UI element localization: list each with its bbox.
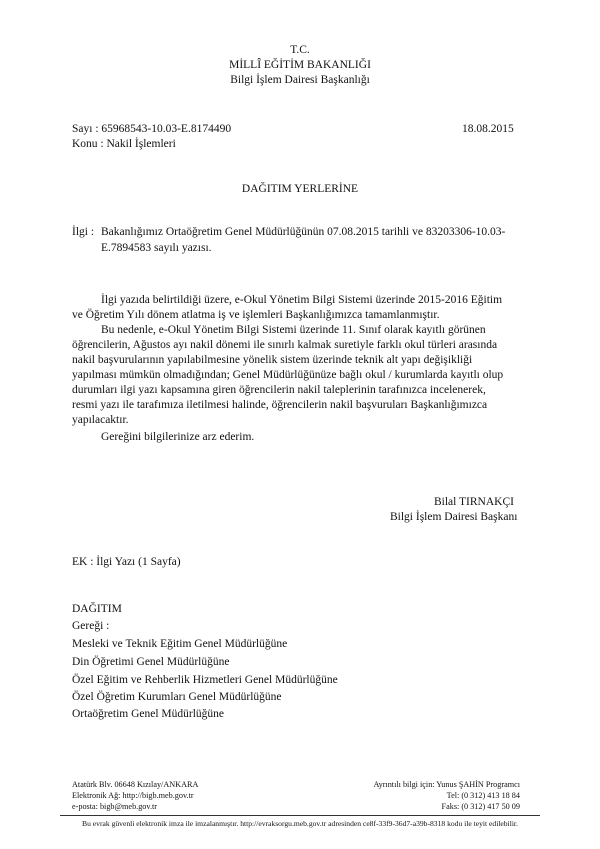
distribution-item: Özel Öğretim Kurumları Genel Müdürlüğüne bbox=[72, 691, 282, 703]
body-p2-line-4: yapılması mümkün olmadığından; Genel Müdürlüğünüze bağlı okul / kurumlarda kayıtlı olup bbox=[72, 369, 504, 381]
header-tc: T.C. bbox=[290, 44, 310, 56]
body-p1-line-2: ve Öğretim Yılı dönem atlatma iş ve işlemleri Başkanlığımızca tamamlanmıştır. bbox=[72, 309, 440, 321]
reference-label: İlgi : bbox=[72, 226, 95, 238]
distribution-sub: Gereği : bbox=[72, 620, 110, 632]
distribution-item: Din Öğretimi Genel Müdürlüğüne bbox=[72, 656, 230, 668]
footer-divider bbox=[60, 815, 540, 816]
distribution-item: Mesleki ve Teknik Eğitim Genel Müdürlüğüne bbox=[72, 638, 288, 650]
document-subject: Konu : Nakil İşlemleri bbox=[72, 138, 176, 150]
body-p2-line-7: yapılacaktır. bbox=[72, 414, 129, 426]
verification-note: Bu evrak güvenli elektronik imza ile imzalanmıştır. http://evraksorgu.meb.gov.tr adresinden ce8f-33f9-36d7-a39b-8318 kodu ile teyit edilebilir. bbox=[82, 819, 518, 828]
reference-line-1: Bakanlığımız Ortaöğretim Genel Müdürlüğünün 07.08.2015 tarihli ve 83203306-10.03- bbox=[101, 226, 506, 238]
distribution-item: Ortaöğretim Genel Müdürlüğüne bbox=[72, 708, 225, 720]
body-p2-line-5: durumları ilgi yazı kapsamına giren öğrencilerin nakil taleplerinin tarafınızca incelenerek, bbox=[72, 384, 486, 396]
body-p2-line-1: Bu nedenle, e-Okul Yönetim Bilgi Sistemi üzerinde 11. Sınıf olarak kayıtlı görünen bbox=[101, 324, 486, 336]
attachment-note: EK : İlgi Yazı (1 Sayfa) bbox=[72, 556, 181, 568]
distribution-heading: DAĞITIM bbox=[72, 603, 122, 615]
body-p2-line-2: öğrencilerin, Ağustos ayı nakil dönemi ile sınırlı kalmak suretiyle farklı okul türleri arasında bbox=[72, 339, 498, 351]
distribution-item: Özel Eğitim ve Rehberlik Hizmetleri Genel Müdürlüğüne bbox=[72, 674, 338, 686]
body-p2-line-6: resmi yazı ile tarafımıza iletilmesi halinde, öğrencilerin nakil başvuruları Başkanlığımızca bbox=[72, 399, 488, 411]
document-date: 18.08.2015 bbox=[462, 123, 514, 135]
footer-info: Ayrıntılı bilgi için: Yunus ŞAHİN Programcı bbox=[373, 780, 520, 789]
signature-name: Bilal TIRNAKÇI bbox=[434, 496, 514, 508]
body-p3: Gereğini bilgilerinize arz ederim. bbox=[101, 431, 255, 443]
footer-email: e-posta: bigb@meb.gov.tr bbox=[72, 802, 158, 811]
footer-network: Elektronik Ağ: http://bigb.meb.gov.tr bbox=[72, 791, 194, 800]
footer-address: Atatürk Blv. 06648 Kızılay/ANKARA bbox=[72, 780, 199, 789]
reference-line-2: E.7894583 sayılı yazısı. bbox=[101, 242, 212, 254]
body-p1-line-1: İlgi yazıda belirtildiği üzere, e-Okul Yönetim Bilgi Sistemi üzerinde 2015-2016 Eğitim bbox=[101, 294, 503, 306]
signature-title: Bilgi İşlem Dairesi Başkanı bbox=[390, 511, 518, 523]
header-ministry: MİLLÎ EĞİTİM BAKANLIĞI bbox=[229, 59, 371, 71]
document-number: Sayı : 65968543-10.03-E.8174490 bbox=[72, 123, 232, 135]
recipient-heading: DAĞITIM YERLERİNE bbox=[241, 183, 359, 195]
footer-fax: Faks: (0 312) 417 50 09 bbox=[441, 802, 520, 811]
footer-tel: Tel: (0 312) 413 18 84 bbox=[446, 791, 520, 800]
body-p2-line-3: nakil başvurularının yapılabilmesine yönelik sistem üzerinde teknik alt yapı değişikliği bbox=[72, 354, 473, 366]
header-department: Bilgi İşlem Dairesi Başkanlığı bbox=[230, 74, 370, 86]
